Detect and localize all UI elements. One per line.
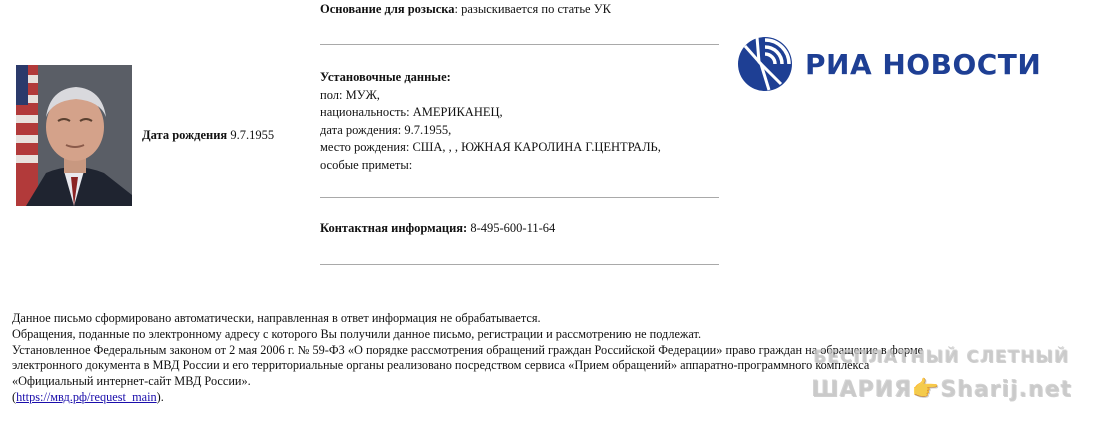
footer-link-line (12, 390, 1087, 406)
watermark-bottom: ШАРИЯ👉Sharij.net (811, 377, 1072, 402)
setup-line-dob: дата рождения: 9.7.1955, (320, 122, 452, 137)
footer-line: «Официальный интернет-сайт МВД России». (12, 374, 251, 389)
setup-line-nationality: национальность: АМЕРИКАНЕЦ, (320, 105, 503, 119)
person-photo (16, 65, 132, 206)
contact-label: Контактная информация: (320, 221, 468, 235)
divider (320, 264, 719, 265)
footer-notice (12, 311, 1087, 406)
logo-text: РИА НОВОСТИ (805, 47, 1042, 81)
setup-line-features: особые приметы: (320, 157, 413, 172)
reason-label: Основание для розыска (320, 2, 455, 16)
ria-novosti-logo (737, 36, 1041, 92)
footer-line: Данное письмо сформировано автоматически, направленная в ответ информация не обрабатывается. (12, 311, 541, 325)
footer-line: Установленное Федеральным законом от 2 мая 2006 г. № 59-ФЗ «О порядке рассмотрения обращений граждан Российской Федерации» право граждан на обращение в форме (12, 342, 924, 357)
footer-line: Обращения, поданные по электронному адресу с которого Вы получили данное письмо, регистрации и рассмотрению не подлежат. (12, 326, 702, 341)
dob-value: 9.7.1955 (230, 128, 275, 142)
contact-info (320, 221, 720, 236)
setup-label: Установочные данные: (320, 70, 451, 84)
footer-line: электронного документа в МВД России и его территориальные органы реализовано посредством сервиса «Прием обращений» аппаратно-программного комплекса (12, 358, 870, 373)
dob-summary (142, 128, 274, 143)
contact-value: 8-495-600-11-64 (470, 221, 556, 235)
setup-data (320, 69, 720, 174)
setup-line-sex: пол: МУЖ, (320, 87, 380, 102)
divider (320, 44, 719, 45)
link-paren-close: ). (156, 389, 164, 404)
divider (320, 197, 719, 198)
request-main-link[interactable]: https://мвд.рф/request_main (16, 389, 157, 404)
setup-line-birthplace: место рождения: США, , , ЮЖНАЯ КАРОЛИНА Г.ЦЕНТРАЛЬ, (320, 140, 661, 154)
search-reason (320, 2, 720, 17)
ria-globe-icon (737, 36, 793, 92)
reason-value: : разыскивается по статье УК (454, 2, 611, 16)
link-paren-open: ( (12, 389, 17, 404)
watermark-top: БЕСПЛАТНЫЙ СЛЕТНЫЙ (813, 347, 1070, 367)
dob-label: Дата рождения (142, 128, 228, 142)
